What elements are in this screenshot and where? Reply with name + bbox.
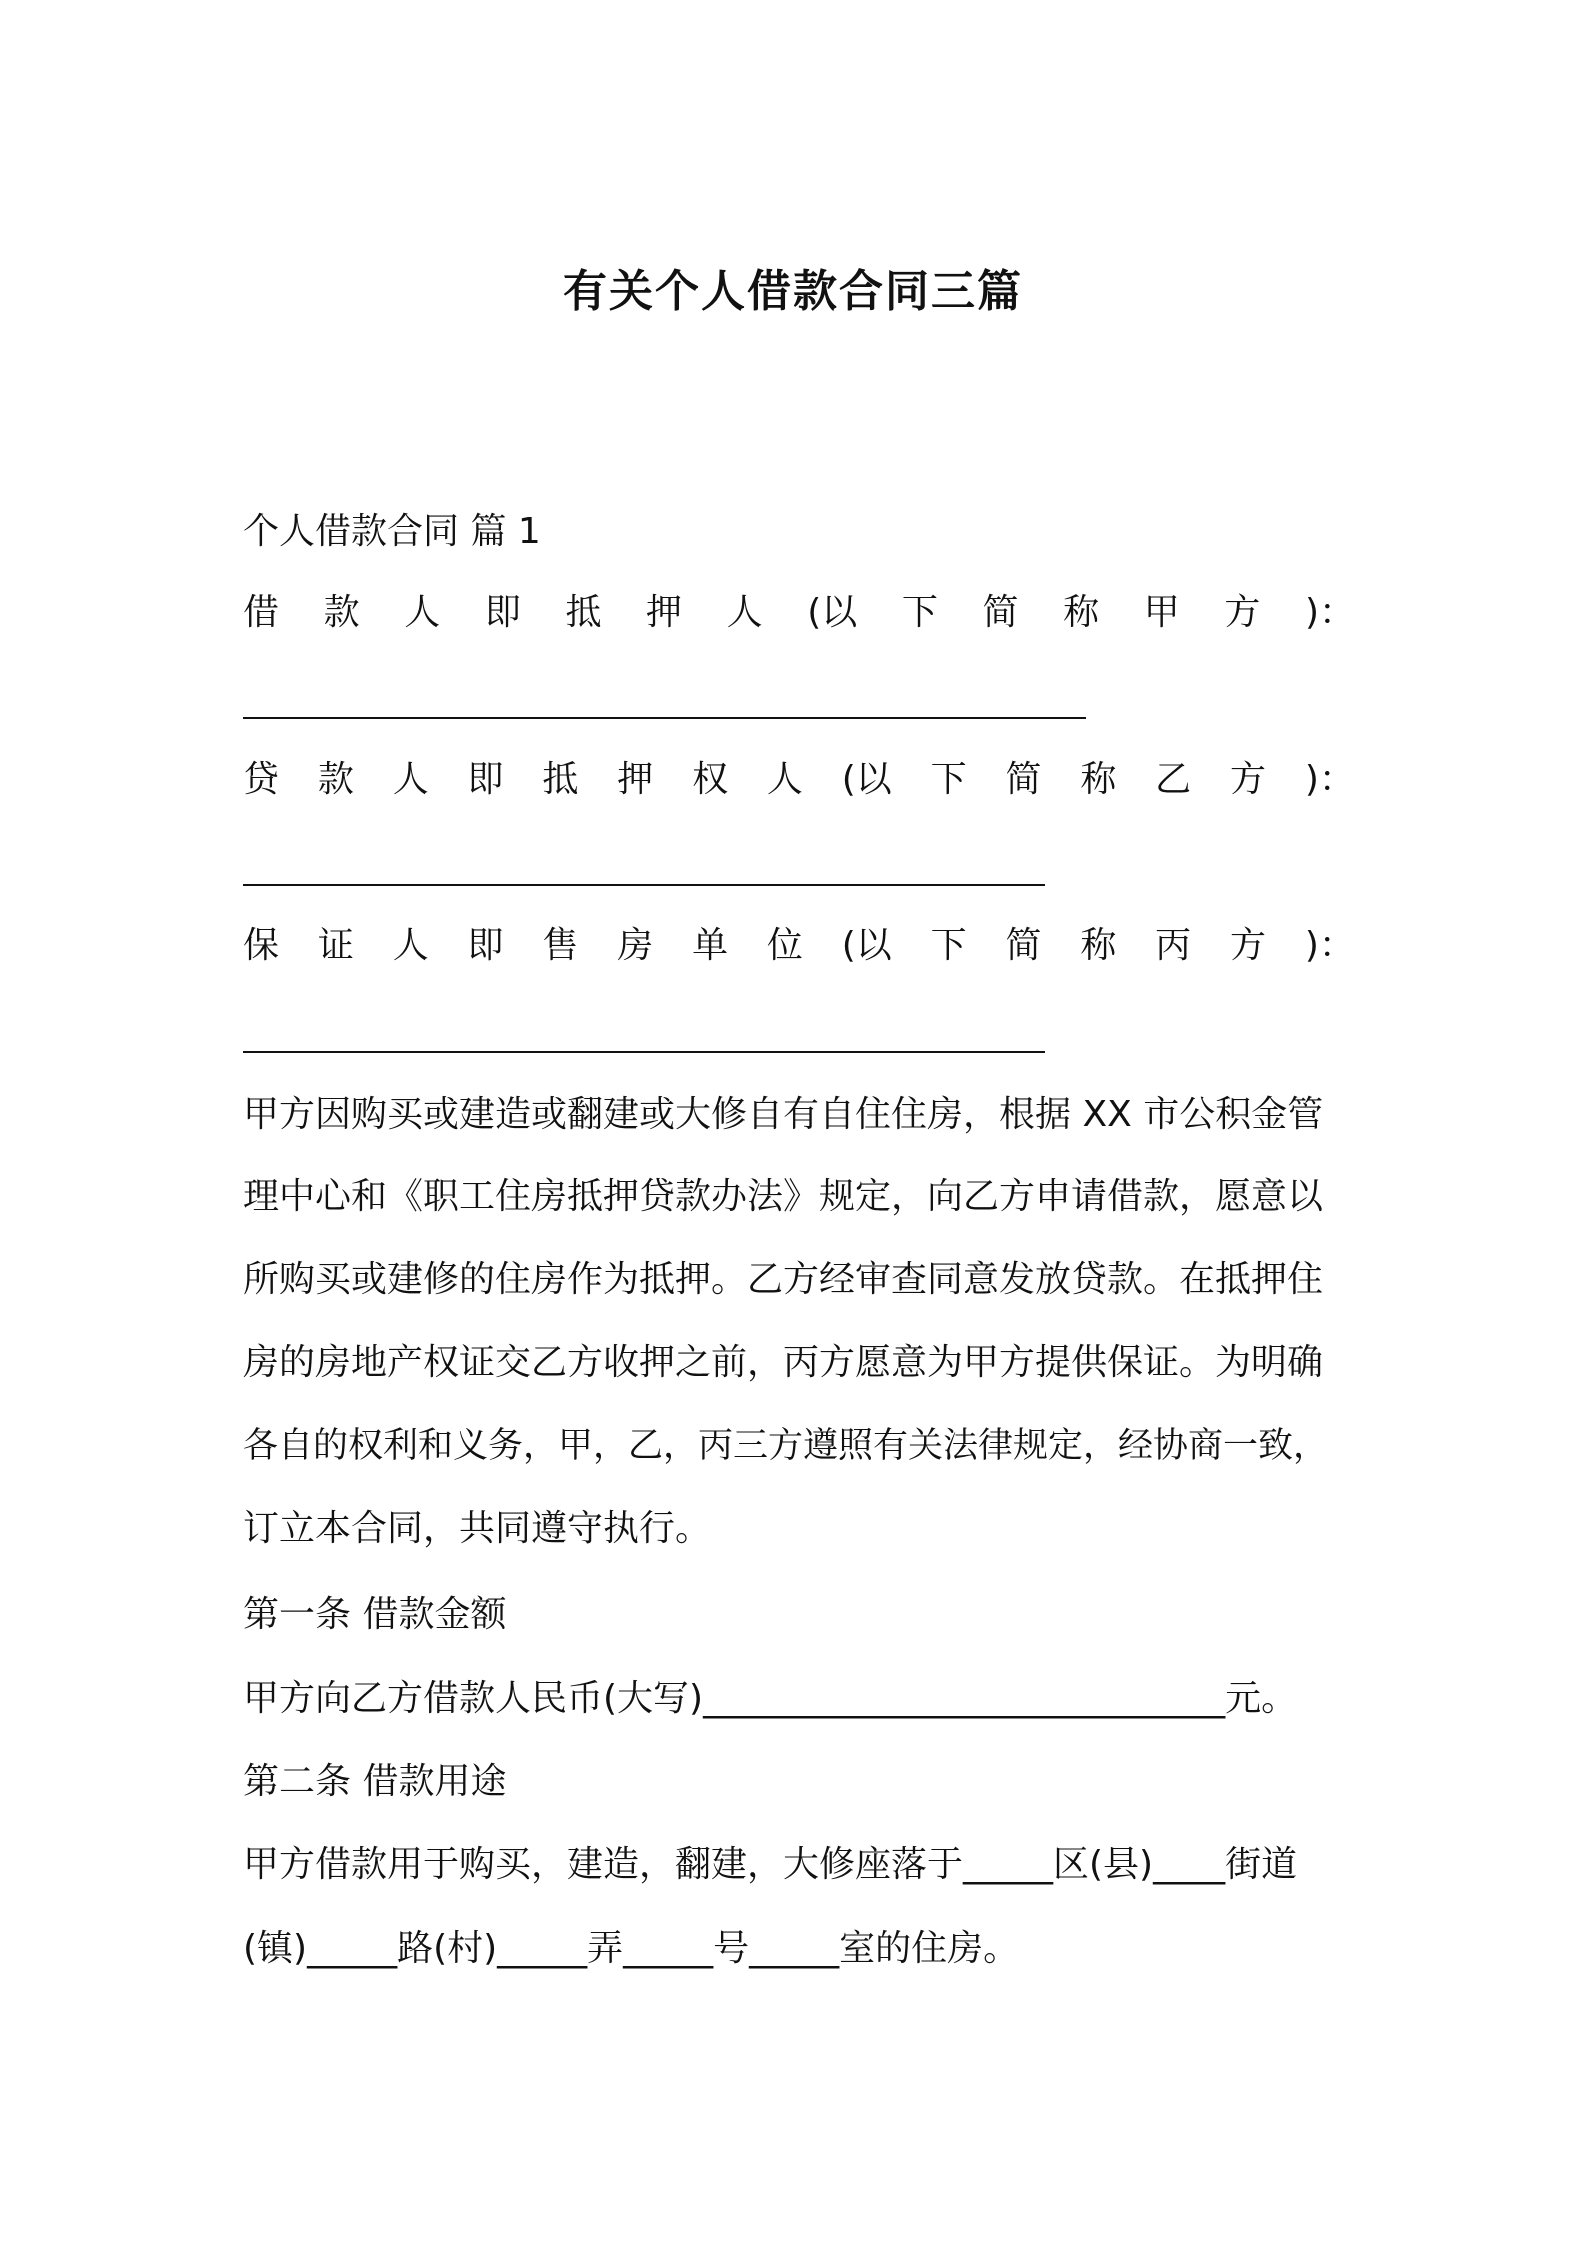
char: 简	[982, 592, 1019, 633]
article-2-text: 甲方借款用于购买，建造，翻建，大修座落于_____区(县)____街道	[243, 1844, 1298, 1885]
char: )：	[1304, 592, 1355, 633]
char: 款	[317, 759, 354, 800]
char: 简	[1005, 925, 1042, 966]
char: 甲	[1143, 592, 1180, 633]
preamble-line: 订立本合同，共同遵守执行。	[243, 1508, 712, 1549]
char: )：	[1304, 925, 1355, 966]
char: 保	[243, 925, 280, 966]
char: 方	[1224, 592, 1261, 633]
char: 证	[317, 925, 354, 966]
char: 权	[692, 759, 729, 800]
party-lender-line	[243, 755, 1355, 805]
char: 人	[392, 925, 429, 966]
char: (以	[841, 759, 892, 800]
party-borrower-label	[243, 588, 1355, 638]
section-heading: 个人借款合同 篇 1	[243, 511, 541, 552]
guarantor-fill-blank	[243, 1051, 1045, 1053]
char: 人	[766, 759, 803, 800]
preamble-line: 理中心和《职工住房抵押贷款办法》规定，向乙方申请借款，愿意以	[243, 1176, 1324, 1217]
char: 人	[392, 759, 429, 800]
char: 售	[542, 925, 579, 966]
preamble-line: 所购买或建修的住房作为抵押。乙方经审查同意发放贷款。在抵押住	[243, 1259, 1324, 1300]
char: 押	[646, 592, 683, 633]
char: 借	[243, 592, 280, 633]
char: 人	[726, 592, 763, 633]
char: 下	[930, 925, 967, 966]
char: )：	[1304, 759, 1355, 800]
party-guarantor-line	[243, 921, 1355, 971]
char: 下	[901, 592, 938, 633]
article-1-heading: 第一条 借款金额	[243, 1594, 507, 1635]
char: 人	[404, 592, 441, 633]
char: 丙	[1155, 925, 1192, 966]
char: 乙	[1155, 759, 1192, 800]
char: 押	[617, 759, 654, 800]
party-lender-label	[243, 755, 1355, 805]
char: 单	[692, 925, 729, 966]
char: 下	[930, 759, 967, 800]
char: (以	[841, 925, 892, 966]
article-2-heading: 第二条 借款用途	[243, 1761, 507, 1802]
char: 称	[1080, 759, 1117, 800]
lender-fill-blank	[243, 884, 1045, 886]
char: 贷	[243, 759, 280, 800]
borrower-fill-blank	[243, 717, 1086, 719]
char: 房	[617, 925, 654, 966]
char: 方	[1230, 759, 1267, 800]
char: 位	[766, 925, 803, 966]
char: 简	[1005, 759, 1042, 800]
char: 即	[484, 592, 521, 633]
char: 称	[1063, 592, 1100, 633]
char: 即	[467, 759, 504, 800]
char: 抵	[542, 759, 579, 800]
document-title: 有关个人借款合同三篇	[563, 266, 1023, 317]
char: 方	[1230, 925, 1267, 966]
char: 即	[467, 925, 504, 966]
char: (以	[807, 592, 858, 633]
preamble-line: 各自的权利和义务，甲，乙，丙三方遵照有关法律规定，经协商一致，	[243, 1426, 1329, 1466]
party-borrower-line	[243, 588, 1355, 638]
article-1-text: 甲方向乙方借款人民币(大写)_____________________________元。	[243, 1678, 1298, 1719]
article-2-text: (镇)_____路(村)_____弄_____号_____室的住房。	[243, 1928, 1020, 1969]
char: 抵	[565, 592, 602, 633]
char: 款	[323, 592, 360, 633]
char: 称	[1080, 925, 1117, 966]
preamble-line: 甲方因购买或建造或翻建或大修自有自住住房，根据 XX 市公积金管	[243, 1094, 1324, 1135]
party-guarantor-label	[243, 921, 1355, 971]
preamble-line: 房的房地产权证交乙方收押之前，丙方愿意为甲方提供保证。为明确	[243, 1342, 1324, 1383]
